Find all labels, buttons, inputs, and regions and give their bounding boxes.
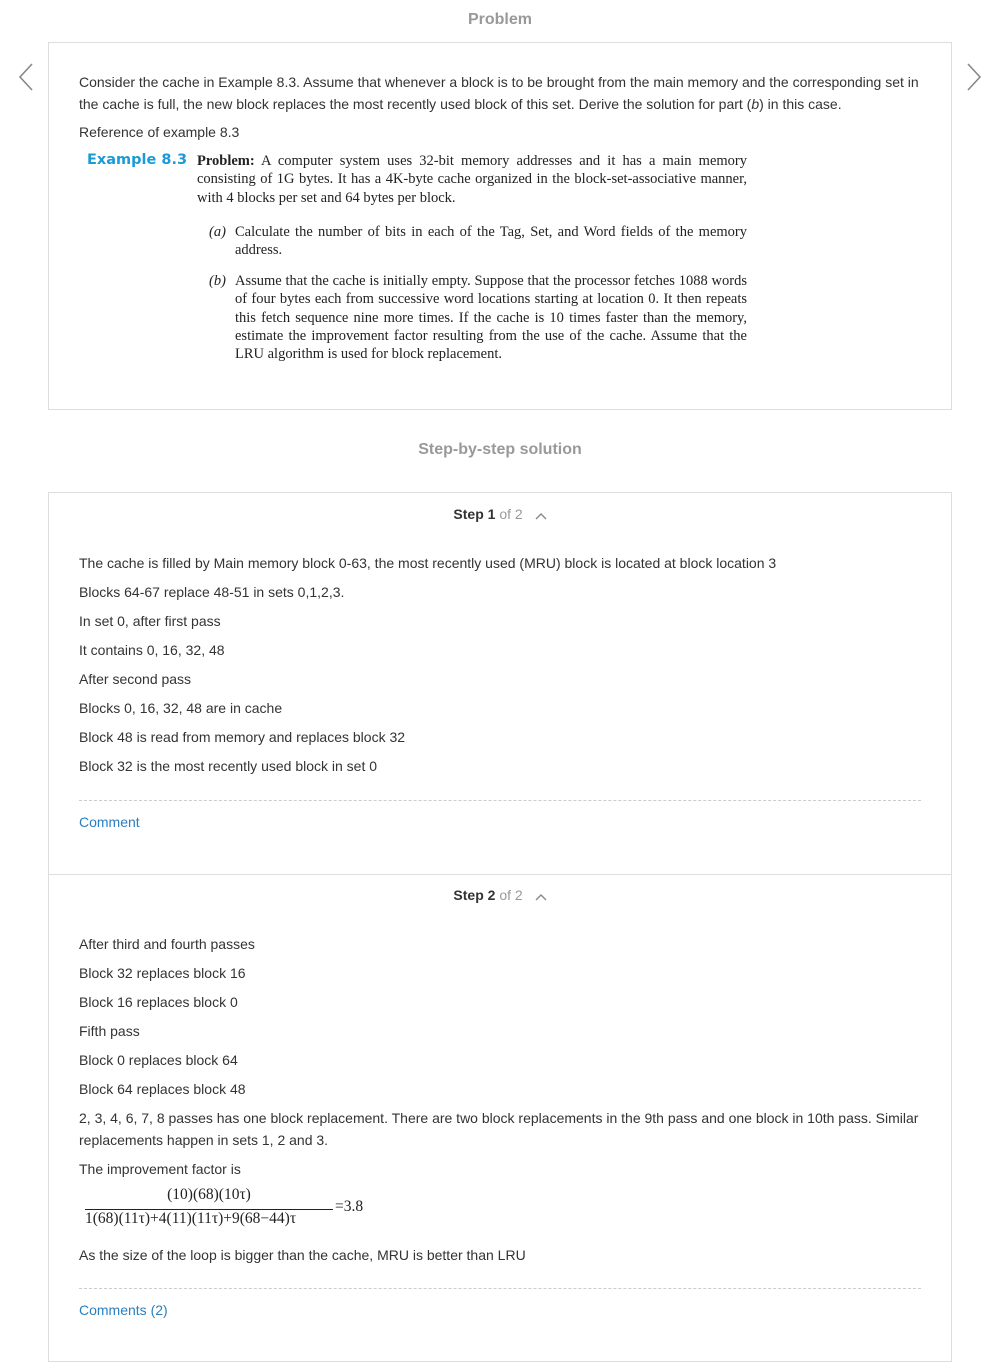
- step-line: Block 48 is read from memory and replaces block 32: [79, 729, 406, 745]
- reference-text: Reference of example 8.3: [79, 124, 240, 140]
- steps-panel: [48, 492, 952, 1362]
- example-problem-label: Problem:: [197, 153, 255, 169]
- chevron-up-icon[interactable]: [535, 507, 547, 523]
- part-b-text: Assume that the cache is initially empty. Suppose that the processor fetches 1088 words of four bytes each from successive word locations starting at location 0. It then repeats this fetch sequence nine more times. If the cache is 10 times faster than the memory, estimate the improvement factor resulting from the use of the cache. Assume that the LRU algorithm is used for block replacement.: [235, 273, 747, 363]
- step-line: The improvement factor is: [79, 1161, 241, 1177]
- step-line: As the size of the loop is bigger than the cache, MRU is better than LRU: [79, 1247, 526, 1263]
- step-line: The cache is filled by Main memory block 0-63, the most recently used (MRU) block is located at block location 3: [79, 555, 777, 571]
- step-line: It contains 0, 16, 32, 48: [79, 642, 225, 658]
- step-line: Block 0 replaces block 64: [79, 1052, 238, 1068]
- step-line: 2, 3, 4, 6, 7, 8 passes has one block replacement. There are two block replacements in the 9th pass and one block in 10th pass. Similar replacements happen in sets 1, 2 and 3.: [79, 1110, 919, 1148]
- step-1-count: of 2: [499, 506, 523, 522]
- step-1-label: Step 1: [453, 506, 496, 522]
- chevron-left-icon[interactable]: [14, 62, 40, 92]
- step-divider: [49, 874, 951, 875]
- step-line: Block 16 replaces block 0: [79, 994, 238, 1010]
- step-line: Blocks 0, 16, 32, 48 are in cache: [79, 700, 283, 716]
- step-1-header[interactable]: [49, 506, 951, 523]
- formula-denominator: 1(68)(11τ)+4(11)(11τ)+9(68−44)τ: [85, 1210, 297, 1227]
- chevron-up-icon[interactable]: [535, 888, 547, 904]
- step-2-header[interactable]: [49, 887, 951, 904]
- comments-link[interactable]: Comments (2): [79, 1302, 168, 1318]
- example-problem-text: A computer system uses 32-bit memory addresses and it has a main memory consisting of 1G bytes. It has a 4K-byte cache organized in the block-set-associative manner, with 4 blocks per set and 64 bytes per block.: [197, 153, 747, 206]
- problem-statement: [79, 71, 929, 115]
- step-line: Block 64 replaces block 48: [79, 1081, 246, 1097]
- step-line: Block 32 replaces block 16: [79, 965, 246, 981]
- step-line: Block 32 is the most recently used block in set 0: [79, 758, 378, 774]
- example-part-b: [209, 272, 747, 363]
- step-line: After second pass: [79, 671, 192, 687]
- problem-panel: [48, 42, 952, 410]
- example-part-a: [209, 223, 747, 260]
- step-line: Blocks 64-67 replace 48-51 in sets 0,1,2,3.: [79, 584, 345, 600]
- formula-numerator: (10)(68)(10τ): [167, 1186, 251, 1203]
- step-line: Fifth pass: [79, 1023, 140, 1039]
- problem-statement-line2-end: ) in this case.: [759, 96, 842, 112]
- chevron-right-icon[interactable]: [962, 62, 988, 92]
- part-b-tag: (b): [209, 273, 226, 289]
- problem-statement-line2: the cache is full, the new block replaces the most recently used block of this set. Derive the solution for part (: [79, 96, 752, 112]
- part-a-text: Calculate the number of bits in each of the Tag, Set, and Word fields of the memory address.: [235, 224, 747, 259]
- step-2-count: of 2: [499, 887, 523, 903]
- divider: [79, 800, 921, 801]
- comment-link[interactable]: Comment: [79, 814, 140, 830]
- divider: [79, 1288, 921, 1289]
- formula-result: =3.8: [335, 1198, 364, 1215]
- example-problem: [197, 152, 747, 207]
- step-2-label: Step 2: [453, 887, 496, 903]
- example-label: Example 8.3: [87, 152, 188, 168]
- step-line: In set 0, after first pass: [79, 613, 221, 629]
- problem-statement-part-ref: b: [751, 96, 760, 112]
- problem-statement-line1: Consider the cache in Example 8.3. Assume that whenever a block is to be brought from the main memory and the corresponding set in: [79, 74, 919, 90]
- step-line: After third and fourth passes: [79, 936, 255, 952]
- part-a-tag: (a): [209, 224, 226, 240]
- problem-heading: Problem: [467, 11, 532, 28]
- solution-heading: Step-by-step solution: [418, 441, 582, 458]
